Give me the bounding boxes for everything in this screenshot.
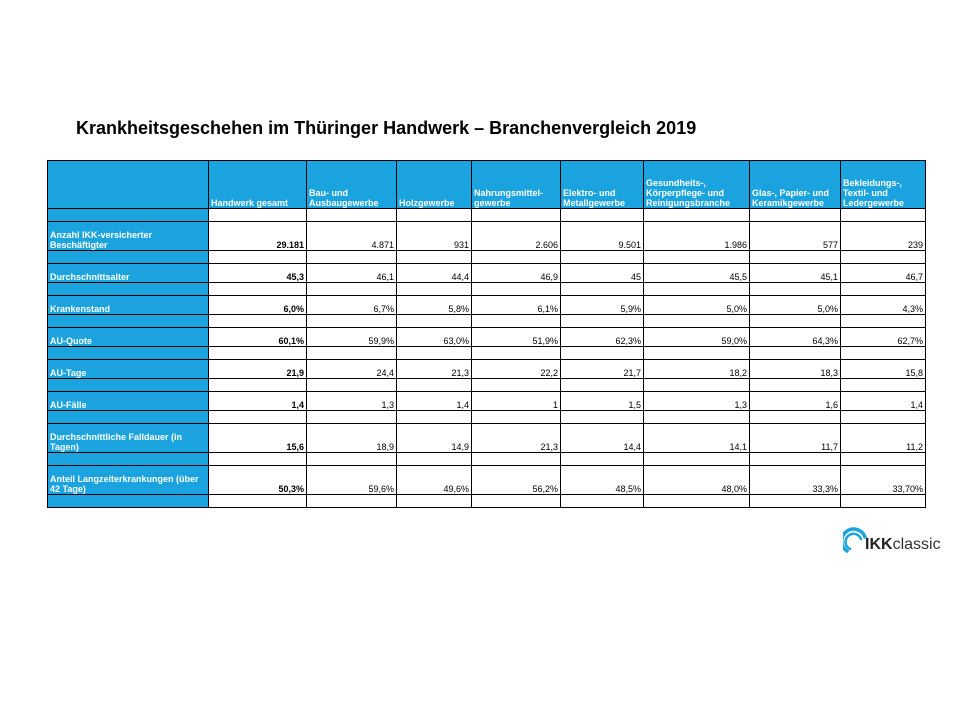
value-cell: 2.606 — [472, 222, 561, 251]
spacer-cell — [841, 251, 926, 264]
spacer-cell — [750, 315, 841, 328]
value-cell: 44,4 — [397, 264, 472, 283]
value-cell: 1,3 — [307, 392, 397, 411]
value-cell: 48,5% — [561, 466, 644, 495]
value-cell: 1,3 — [644, 392, 750, 411]
spacer-cell — [472, 347, 561, 360]
spacer-cell — [48, 251, 209, 264]
spacer-cell — [472, 453, 561, 466]
spacer-cell — [841, 495, 926, 508]
spacer-cell — [48, 453, 209, 466]
value-cell: 14,1 — [644, 424, 750, 453]
spacer-cell — [48, 379, 209, 392]
value-cell: 45,5 — [644, 264, 750, 283]
spacer-cell — [644, 283, 750, 296]
spacer-cell — [209, 315, 307, 328]
spacer-cell — [644, 347, 750, 360]
spacer-cell — [209, 209, 307, 222]
spacer-cell — [307, 315, 397, 328]
spacer-cell — [750, 347, 841, 360]
value-cell: 45,3 — [209, 264, 307, 283]
column-header: Nahrungsmittel-gewerbe — [472, 161, 561, 209]
value-cell: 1.986 — [644, 222, 750, 251]
value-cell: 5,8% — [397, 296, 472, 315]
value-cell: 46,1 — [307, 264, 397, 283]
spacer-cell — [472, 251, 561, 264]
value-cell: 59,9% — [307, 328, 397, 347]
spacer-row — [48, 379, 926, 392]
spacer-cell — [472, 379, 561, 392]
value-cell: 4.871 — [307, 222, 397, 251]
value-cell: 18,9 — [307, 424, 397, 453]
spacer-row — [48, 315, 926, 328]
spacer-cell — [48, 283, 209, 296]
value-cell: 15,8 — [841, 360, 926, 379]
table-row — [48, 466, 926, 495]
column-header: Handwerk gesamt — [209, 161, 307, 209]
value-cell: 50,3% — [209, 466, 307, 495]
spacer-cell — [209, 453, 307, 466]
spacer-cell — [841, 283, 926, 296]
value-cell: 59,6% — [307, 466, 397, 495]
value-cell: 46,9 — [472, 264, 561, 283]
table-row — [48, 222, 926, 251]
value-cell: 5,9% — [561, 296, 644, 315]
spacer-cell — [397, 251, 472, 264]
value-cell: 21,7 — [561, 360, 644, 379]
spacer-cell — [397, 347, 472, 360]
value-cell: 29.181 — [209, 222, 307, 251]
header-corner — [48, 161, 209, 209]
value-cell: 60,1% — [209, 328, 307, 347]
value-cell: 49,6% — [397, 466, 472, 495]
spacer-cell — [472, 209, 561, 222]
spacer-cell — [561, 453, 644, 466]
spacer-cell — [644, 411, 750, 424]
spacer-cell — [472, 315, 561, 328]
spacer-cell — [397, 495, 472, 508]
spacer-cell — [472, 411, 561, 424]
table-row — [48, 328, 926, 347]
spacer-cell — [307, 411, 397, 424]
logo-text — [865, 536, 941, 554]
row-label: Anzahl IKK-versicherter Beschäftigter — [48, 222, 209, 251]
spacer-cell — [644, 453, 750, 466]
column-header: Glas-, Papier- und Keramikgewerbe — [750, 161, 841, 209]
value-cell: 9.501 — [561, 222, 644, 251]
spacer-cell — [48, 209, 209, 222]
row-label: AU-Tage — [48, 360, 209, 379]
spacer-cell — [561, 251, 644, 264]
value-cell: 56,2% — [472, 466, 561, 495]
value-cell: 48,0% — [644, 466, 750, 495]
spacer-cell — [561, 283, 644, 296]
spacer-cell — [841, 209, 926, 222]
branchen-table — [47, 160, 926, 508]
column-header: Bekleidungs-, Textil- und Ledergewerbe — [841, 161, 926, 209]
spacer-cell — [307, 495, 397, 508]
spacer-cell — [561, 379, 644, 392]
spacer-cell — [209, 347, 307, 360]
spacer-cell — [307, 251, 397, 264]
column-header: Elektro- und Metallgewerbe — [561, 161, 644, 209]
spacer-cell — [48, 315, 209, 328]
header-row — [48, 161, 926, 209]
spacer-row — [48, 251, 926, 264]
value-cell: 5,0% — [644, 296, 750, 315]
value-cell: 51,9% — [472, 328, 561, 347]
logo-suffix: classic — [892, 536, 941, 553]
spacer-cell — [644, 315, 750, 328]
spacer-cell — [841, 315, 926, 328]
table-row — [48, 264, 926, 283]
spacer-cell — [397, 315, 472, 328]
column-header: Holzgewerbe — [397, 161, 472, 209]
value-cell: 63,0% — [397, 328, 472, 347]
spacer-row — [48, 347, 926, 360]
spacer-cell — [750, 283, 841, 296]
value-cell: 1 — [472, 392, 561, 411]
spacer-cell — [750, 495, 841, 508]
value-cell: 24,4 — [307, 360, 397, 379]
spacer-cell — [750, 209, 841, 222]
value-cell: 11,7 — [750, 424, 841, 453]
spacer-cell — [307, 209, 397, 222]
spacer-cell — [472, 283, 561, 296]
row-label: Durchschnittliche Falldauer (in Tagen) — [48, 424, 209, 453]
column-header: Gesundheits-, Körperpflege- und Reinigungsbranche — [644, 161, 750, 209]
spacer-cell — [750, 251, 841, 264]
table-row — [48, 392, 926, 411]
spacer-cell — [397, 411, 472, 424]
row-label: Krankenstand — [48, 296, 209, 315]
spacer-cell — [644, 495, 750, 508]
spacer-cell — [561, 315, 644, 328]
value-cell: 22,2 — [472, 360, 561, 379]
spacer-cell — [209, 251, 307, 264]
spacer-cell — [841, 347, 926, 360]
spacer-cell — [397, 209, 472, 222]
value-cell: 6,7% — [307, 296, 397, 315]
spacer-row — [48, 495, 926, 508]
page-title: Krankheitsgeschehen im Thüringer Handwerk – Branchenvergleich 2019 — [76, 118, 697, 138]
row-label: AU-Quote — [48, 328, 209, 347]
value-cell: 21,3 — [397, 360, 472, 379]
value-cell: 14,9 — [397, 424, 472, 453]
value-cell: 45,1 — [750, 264, 841, 283]
spacer-cell — [397, 453, 472, 466]
value-cell: 18,2 — [644, 360, 750, 379]
spacer-cell — [209, 379, 307, 392]
value-cell: 15,6 — [209, 424, 307, 453]
logo-brand: IKK — [865, 536, 893, 553]
value-cell: 1,4 — [841, 392, 926, 411]
value-cell: 239 — [841, 222, 926, 251]
value-cell: 14,4 — [561, 424, 644, 453]
value-cell: 11,2 — [841, 424, 926, 453]
row-label: Durchschnittsalter — [48, 264, 209, 283]
spacer-cell — [48, 411, 209, 424]
spacer-cell — [307, 347, 397, 360]
value-cell: 33,70% — [841, 466, 926, 495]
ikk-classic-logo — [843, 527, 941, 557]
spacer-cell — [307, 379, 397, 392]
spacer-cell — [750, 453, 841, 466]
table-row — [48, 360, 926, 379]
value-cell: 64,3% — [750, 328, 841, 347]
spacer-cell — [841, 379, 926, 392]
value-cell: 62,3% — [561, 328, 644, 347]
table-row — [48, 424, 926, 453]
value-cell: 931 — [397, 222, 472, 251]
spacer-cell — [644, 251, 750, 264]
value-cell: 59,0% — [644, 328, 750, 347]
row-label: AU-Fälle — [48, 392, 209, 411]
value-cell: 45 — [561, 264, 644, 283]
spacer-cell — [561, 411, 644, 424]
spacer-cell — [397, 283, 472, 296]
spacer-cell — [209, 283, 307, 296]
spacer-row — [48, 209, 926, 222]
spacer-cell — [561, 209, 644, 222]
table-row — [48, 296, 926, 315]
spacer-cell — [750, 379, 841, 392]
spacer-cell — [472, 495, 561, 508]
spacer-cell — [48, 495, 209, 508]
spacer-cell — [209, 495, 307, 508]
value-cell: 46,7 — [841, 264, 926, 283]
value-cell: 21,9 — [209, 360, 307, 379]
spacer-cell — [841, 411, 926, 424]
spacer-row — [48, 411, 926, 424]
value-cell: 1,4 — [209, 392, 307, 411]
value-cell: 1,4 — [397, 392, 472, 411]
row-label: Anteil Langzeiterkrankungen (über 42 Tage) — [48, 466, 209, 495]
column-header: Bau- und Ausbaugewerbe — [307, 161, 397, 209]
spacer-cell — [307, 283, 397, 296]
spacer-cell — [397, 379, 472, 392]
value-cell: 4,3% — [841, 296, 926, 315]
spacer-cell — [644, 209, 750, 222]
value-cell: 33,3% — [750, 466, 841, 495]
spacer-cell — [48, 347, 209, 360]
spacer-cell — [750, 411, 841, 424]
spacer-row — [48, 453, 926, 466]
value-cell: 5,0% — [750, 296, 841, 315]
value-cell: 21,3 — [472, 424, 561, 453]
value-cell: 18,3 — [750, 360, 841, 379]
spacer-cell — [307, 453, 397, 466]
value-cell: 6,0% — [209, 296, 307, 315]
value-cell: 6,1% — [472, 296, 561, 315]
spacer-cell — [561, 347, 644, 360]
spacer-cell — [644, 379, 750, 392]
spacer-cell — [841, 453, 926, 466]
value-cell: 577 — [750, 222, 841, 251]
value-cell: 1,5 — [561, 392, 644, 411]
spacer-row — [48, 283, 926, 296]
value-cell: 1,6 — [750, 392, 841, 411]
value-cell: 62,7% — [841, 328, 926, 347]
spacer-cell — [561, 495, 644, 508]
spacer-cell — [209, 411, 307, 424]
